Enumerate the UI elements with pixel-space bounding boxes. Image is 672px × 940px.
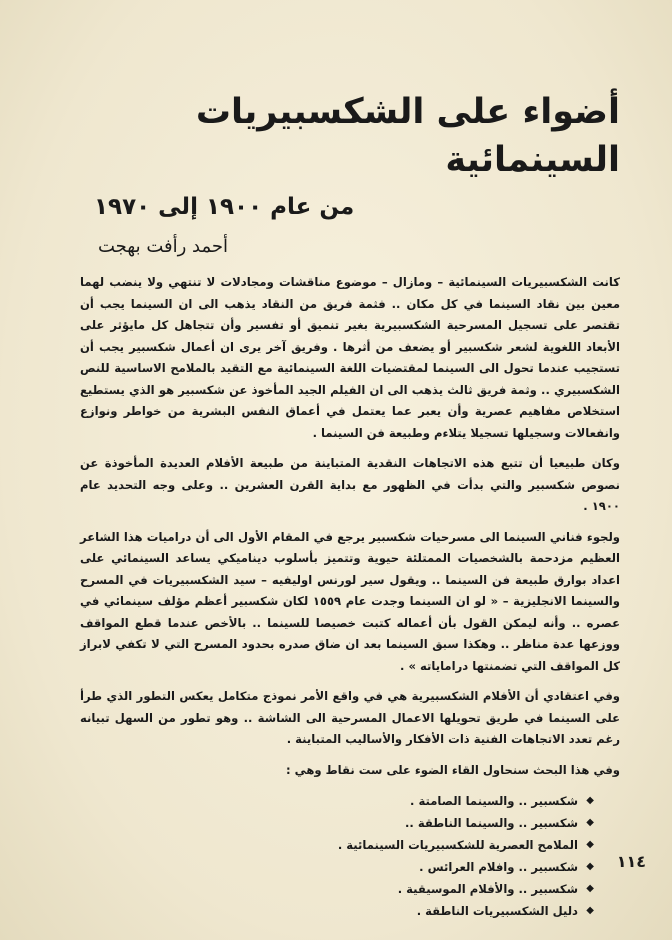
diamond-bullet-icon: ◆ xyxy=(586,795,594,806)
list-item xyxy=(80,812,594,834)
article-author: أحمد رأفت بهجت xyxy=(98,236,228,257)
article-title: أضواء على الشكسبيريات السينمائية xyxy=(195,92,620,180)
diamond-bullet-icon: ◆ xyxy=(586,839,594,850)
points-list xyxy=(80,790,620,922)
article-body xyxy=(80,272,620,922)
paragraph-3: ولجوء فناني السينما الى مسرحيات شكسبير يرجع في المقام الأول الى أن دراميات هذا الشاعر العظيم مزدحمة بالشخصيات الممتلئة حيوية وتتميز بأسلوب ديناميكي يساعد السينمائي على اعداد بوارق طبيعة فن السينما .. ويقول سير لورنس اوليفيه – سيد الشكسبيريات في المسرح والسينما الانجليزية – « لو ان السينما وجدت عام ١٥٥٩ لكان شكسبير أعظم مؤلف سينمائي في عصره .. وأنه ليمكن القول بأن أعماله كتبت خصيصا للسينما .. بالأخص عندما قطع المواقف ووزعها عدة مناظر .. وهكذا سبق السينما بعد ان ضاق صدره بحدود المسرح التي لا تكفي لابراز كل المواقف التي تضمنتها دراماياته » . xyxy=(80,529,620,673)
diamond-bullet-icon: ◆ xyxy=(586,883,594,894)
list-item xyxy=(80,856,594,878)
paragraph-4: وفي اعتقادي أن الأفلام الشكسبيرية هي في واقع الأمر نموذج متكامل يعكس التطور الذي طرأ على السينما في طريق تحويلها الاعمال المسرحية الى الشاشة .. وهو تطور من السهل تبيانه رغم تعدد الاتجاهات الفنية ذات الأفكار والأساليب المتباينة . xyxy=(80,689,620,746)
page-number: ١١٤ xyxy=(616,852,646,871)
diamond-bullet-icon: ◆ xyxy=(586,817,594,828)
article xyxy=(80,88,620,922)
list-item-text: الملامح العصرية للشكسبيريات السينمائية . xyxy=(337,838,578,852)
list-item-text: شكسبير .. والأفلام الموسيقية . xyxy=(397,882,578,896)
list-item-text: شكسبير .. والسينما الصامتة . xyxy=(410,794,578,808)
list-item-text: شكسبير .. والسينما الناطقة .. xyxy=(404,816,578,830)
paragraph-2: وكان طبيعيا أن تتبع هذه الاتجاهات النقدية المتباينة من طبيعة الأفلام العديدة المأخوذة عن نصوص شكسبير والتي بدأت في الظهور مع بداية القرن العشرين .. وعلى وجه التحديد عام ١٩٠٠ . xyxy=(80,456,620,513)
list-item xyxy=(80,900,594,922)
diamond-bullet-icon: ◆ xyxy=(586,861,594,872)
article-subtitle: من عام ١٩٠٠ إلى ١٩٧٠ xyxy=(94,194,355,220)
list-item-text: دليل الشكسبيريات الناطقة . xyxy=(416,904,578,918)
list-item-text: شكسبير .. وافلام العرائس . xyxy=(419,860,578,874)
list-item xyxy=(80,834,594,856)
list-item xyxy=(80,790,594,812)
paragraph-1: كانت الشكسبيريات السينمائية – ومازال – موضوع مناقشات ومجادلات لا تنتهي ولا ينضب لهما معين بين نقاد السينما في كل مكان .. فثمة فريق من النقاد يذهب الى ان السينما يجب أن تقتصر على تسجيل المسرحية الشكسبيرية بغير تنميق أو تفسير وأن تتجاهل كل مايؤثر على الأبعاد اللغوية لشعر شكسبير أو يضعف من أثرها . وفريق آخر يرى ان أعمال شكسبير يجب أن تستجيب عندما تحول الى السينما لمقتضيات اللغة السينمائية مع التقيد بالملامح الاساسية للنص الشكسبيري .. وثمة فريق ثالث يذهب الى ان الفيلم الجيد المأخوذ عن شكسبير هو الذي يستطيع استخلاص مفاهيم عصرية وأن يعبر عما يعتمل في أعماق النفس البشرية من خواطر ونوازع وانفعالات وسجيلها تسجيلا يتلاءم وطبيعة فن السينما . xyxy=(80,275,620,440)
list-item xyxy=(80,878,594,900)
diamond-bullet-icon: ◆ xyxy=(586,905,594,916)
paragraph-5: وفي هذا البحث سنحاول القاء الضوء على ست نقاط وهي : xyxy=(285,762,620,777)
